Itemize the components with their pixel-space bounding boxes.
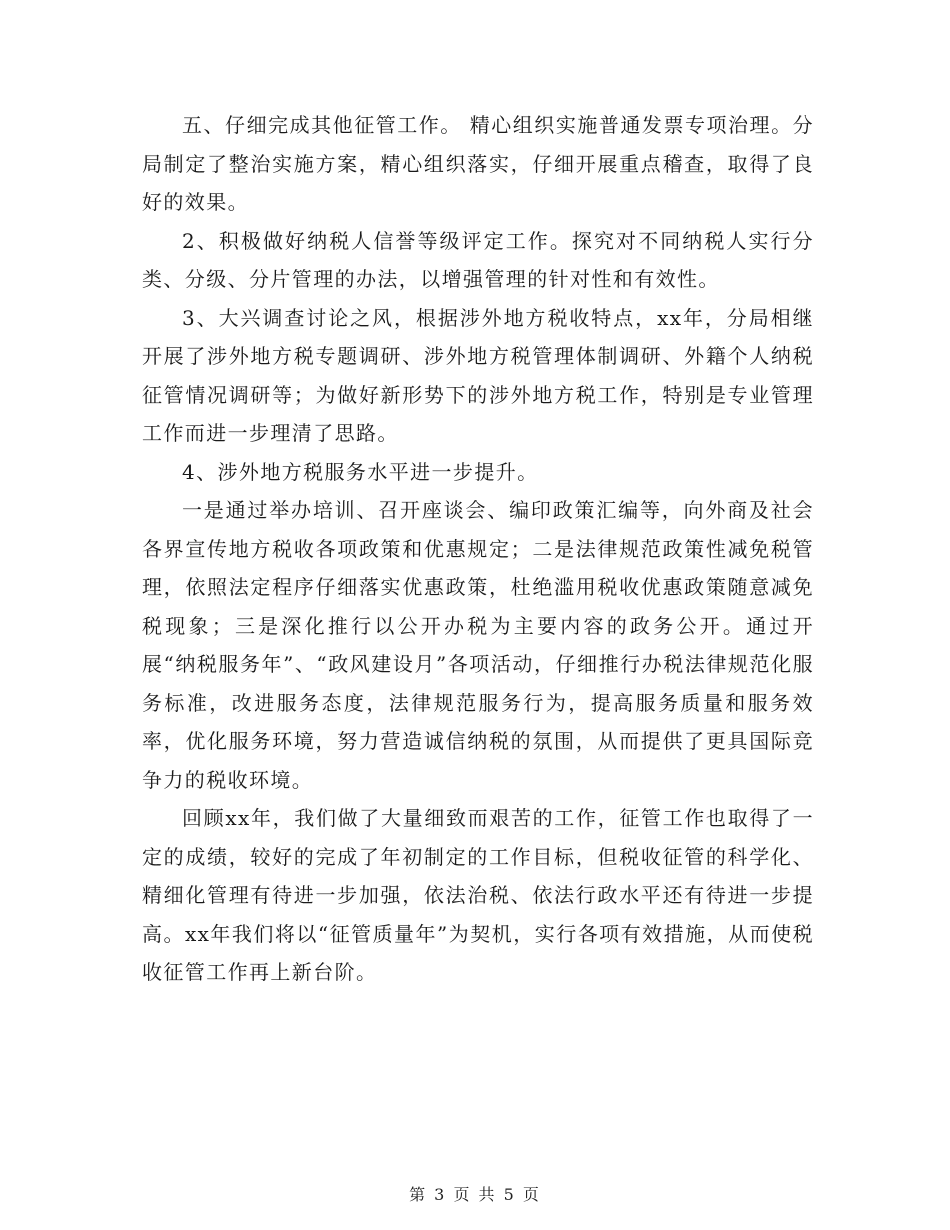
paragraph-item-2: 2、积极做好纳税人信誉等级评定工作。探究对不同纳税人实行分类、分级、分片管理的办法，以增强管理的针对性和有效性。 xyxy=(142,228,814,291)
page-footer xyxy=(0,1182,950,1205)
paragraph-item-3: 3、大兴调查讨论之风，根据涉外地方税收特点，xx年，分局相继开展了涉外地方税专题调研、涉外地方税管理体制调研、外籍个人纳税征管情况调研等；为做好新形势下的涉外地方税工作，特别是专业管理工作而进一步理清了思路。 xyxy=(142,305,814,445)
document-body xyxy=(142,106,814,992)
page-number: 第 3 页 共 5 页 xyxy=(409,1185,541,1204)
paragraph-item-4: 4、涉外地方税服务水平进一步提升。 xyxy=(182,459,539,484)
paragraph-review-summary: 回顾xx年，我们做了大量细致而艰苦的工作，征管工作也取得了一定的成绩，较好的完成了年初制定的工作目标，但税收征管的科学化、精细化管理有待进一步加强，依法治税、依法行政水平还有待进一步提高。xx年我们将以“征管质量年”为契机，实行各项有效措施，从而使税收征管工作再上新台阶。 xyxy=(142,806,814,984)
paragraph-section-five: 五、仔细完成其他征管工作。 精心组织实施普通发票专项治理。分局制定了整治实施方案，精心组织落实，仔细开展重点稽查，取得了良好的效果。 xyxy=(142,113,814,214)
paragraph-service-measures: 一是通过举办培训、召开座谈会、编印政策汇编等，向外商及社会各界宣传地方税收各项政策和优惠规定；二是法律规范政策性减免税管理，依照法定程序仔细落实优惠政策，杜绝滥用税收优惠政策随意减免税现象；三是深化推行以公开办税为主要内容的政务公开。通过开展“纳税服务年”、“政风建设月”各项活动，仔细推行办税法律规范化服务标准，改进服务态度，法律规范服务行为，提高服务质量和服务效率，优化服务环境，努力营造诚信纳税的氛围，从而提供了更具国际竞争力的税收环境。 xyxy=(142,498,814,792)
